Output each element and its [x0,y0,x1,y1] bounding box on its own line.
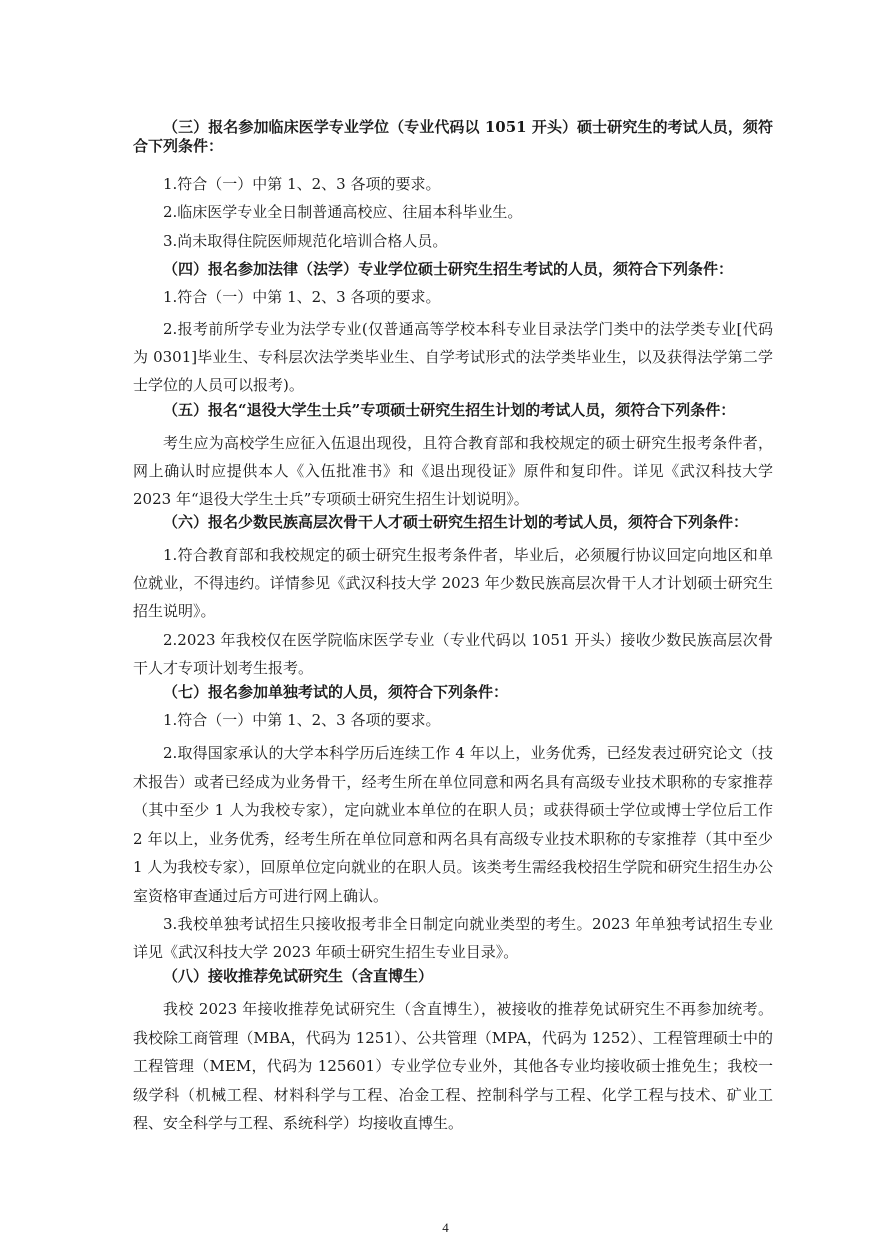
paragraph: 2.报考前所学专业为法学专业(仅普通高等学校本科专业目录法学门类中的法学类专业[代码为 0301]毕业生、专科层次法学类毕业生、自学考试形式的法学类毕业生，以及获得法学第二学士学位的人员可以报考)。 [133,320,773,394]
paragraph: 1.符合教育部和我校规定的硕士研究生报考条件者，毕业后，必须履行协议回定向地区和单位就业，不得违约。详情参见《武汉科技大学 2023 年少数民族高层次骨干人才计划硕士研究生招生说明》。 [133,546,773,620]
section-heading-6: （六）报名少数民族高层次骨干人才硕士研究生招生计划的考试人员，须符合下列条件： [163,513,749,531]
section-heading-4: （四）报名参加法律（法学）专业学位硕士研究生招生考试的人员，须符合下列条件： [163,260,734,278]
section-heading-5: （五）报名“退役大学生士兵”专项硕士研究生招生计划的考试人员，须符合下列条件： [163,401,736,419]
paragraph: 考生应为高校学生应征入伍退出现役，且符合教育部和我校规定的硕士研究生报考条件者，网上确认时应提供本人《入伍批准书》和《退出现役证》原件和复印件。详见《武汉科技大学 2023 年“退役大学生士兵”专项硕士研究生招生计划说明》。 [133,434,773,508]
paragraph: 1.符合（一）中第 1、2、3 各项的要求。 [163,288,441,306]
page-number: 4 [442,1220,449,1235]
section-heading-7: （七）报名参加单独考试的人员，须符合下列条件： [163,683,509,701]
paragraph: 3.尚未取得住院医师规范化培训合格人员。 [163,232,448,250]
paragraph: 1.符合（一）中第 1、2、3 各项的要求。 [163,711,441,729]
paragraph: 我校 2023 年接收推荐免试研究生（含直博生），被接收的推荐免试研究生不再参加统考。我校除工商管理（MBA，代码为 1251）、公共管理（MPA，代码为 1252）、工程管理硕士中的工程管理（MEM，代码为 125601）专业学位专业外，其他各专业均接收硕士推免生；我校一级学科（机械工程、材料科学与工程、冶金工程、控制科学与工程、化学工程与技术、矿业工程、安全科学与工程、系统科学）均接收直博生。 [133,1000,773,1132]
paragraph: 3.我校单独考试招生只接收报考非全日制定向就业类型的考生。2023 年单独考试招生专业详见《武汉科技大学 2023 年硕士研究生招生专业目录》。 [133,915,773,961]
paragraph: 2.取得国家承认的大学本科学历后连续工作 4 年以上，业务优秀，已经发表过研究论文（技术报告）或者已经成为业务骨干，经考生所在单位同意和两名具有高级专业技术职称的专家推荐（其中至少 1 人为我校专家），定向就业本单位的在职人员；或获得硕士学位或博士学位后工作 2 年以上，业务优秀，经考生所在单位同意和两名具有高级专业技术职称的专家推荐（其中至少 1 人为我校专家），回原单位定向就业的在职人员。该类考生需经我校招生学院和研究生招生办公室资格审查通过后方可进行网上确认。 [133,744,773,905]
paragraph: 2.临床医学专业全日制普通高校应、往届本科毕业生。 [163,203,523,221]
paragraph: 2.2023 年我校仅在医学院临床医学专业（专业代码以 1051 开头）接收少数民族高层次骨干人才专项计划考生报考。 [133,631,773,677]
paragraph: 1.符合（一）中第 1、2、3 各项的要求。 [163,175,441,193]
section-heading-8: （八）接收推荐免试研究生（含直博生） [163,967,434,985]
section-heading-3: （三）报名参加临床医学专业学位（专业代码以 1051 开头）硕士研究生的考试人员，须符合下列条件： [133,118,773,155]
